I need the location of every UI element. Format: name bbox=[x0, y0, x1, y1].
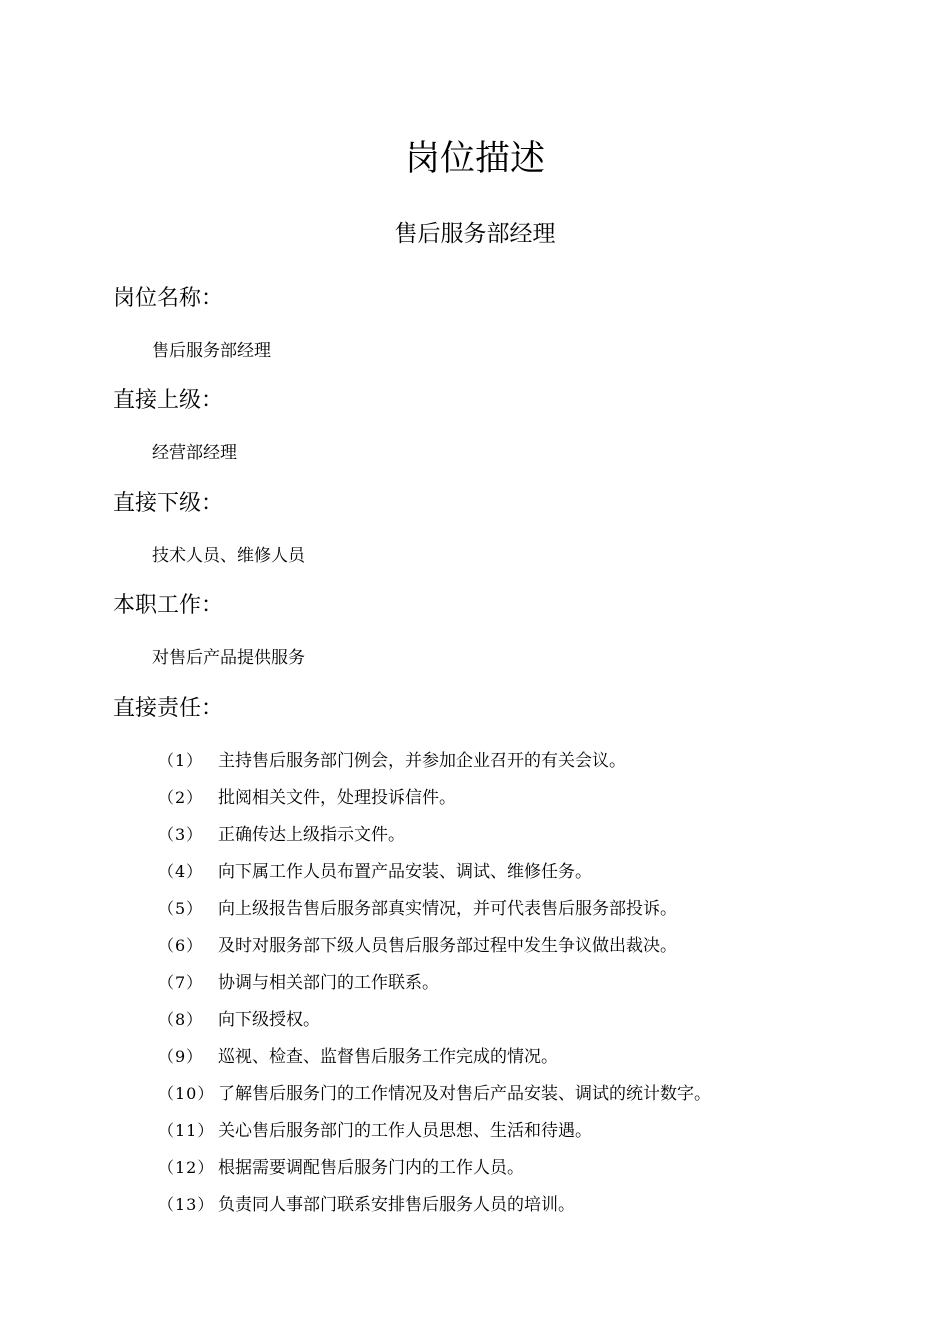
duty-number: （12） bbox=[158, 1158, 215, 1177]
duty-number: （1） bbox=[158, 751, 204, 770]
duty-text: 主持售后服务部门例会，并参加企业召开的有关会议。 bbox=[218, 751, 626, 771]
duty-text: 向下属工作人员布置产品安装、调试、维修任务。 bbox=[218, 862, 592, 882]
section-heading-direct-responsibilities: 直接责任： bbox=[113, 696, 224, 721]
duty-number: （9） bbox=[158, 1047, 204, 1066]
section-body-direct-superior: 经营部经理 bbox=[152, 443, 237, 463]
duty-text: 协调与相关部门的工作联系。 bbox=[218, 973, 439, 993]
duty-number: （5） bbox=[158, 899, 204, 918]
duty-number: （11） bbox=[158, 1121, 215, 1140]
duty-number: （3） bbox=[158, 825, 204, 844]
duty-number: （13） bbox=[158, 1195, 215, 1214]
section-body-direct-subordinates: 技术人员、维修人员 bbox=[152, 546, 305, 566]
duty-number: （7） bbox=[158, 973, 204, 992]
duty-text: 向上级报告售后服务部真实情况，并可代表售后服务部投诉。 bbox=[218, 899, 677, 919]
section-body-position-name: 售后服务部经理 bbox=[152, 341, 271, 361]
document-subtitle: 售后服务部经理 bbox=[394, 221, 556, 247]
duty-number: （4） bbox=[158, 862, 204, 881]
duty-number: （2） bbox=[158, 788, 204, 807]
duty-text: 巡视、检查、监督售后服务工作完成的情况。 bbox=[218, 1047, 558, 1067]
section-heading-direct-subordinates: 直接下级： bbox=[113, 491, 224, 516]
duty-text: 关心售后服务部门的工作人员思想、生活和待遇。 bbox=[218, 1121, 592, 1141]
duty-number: （10） bbox=[158, 1084, 215, 1103]
duty-text: 根据需要调配售后服务门内的工作人员。 bbox=[218, 1158, 524, 1178]
duty-text: 负责同人事部门联系安排售后服务人员的培训。 bbox=[218, 1195, 575, 1215]
section-heading-position-name: 岗位名称： bbox=[113, 286, 224, 311]
document-title: 岗位描述 bbox=[404, 139, 545, 179]
duty-text: 及时对服务部下级人员售后服务部过程中发生争议做出裁决。 bbox=[218, 936, 677, 956]
duty-text: 向下级授权。 bbox=[218, 1010, 320, 1030]
duty-number: （6） bbox=[158, 936, 204, 955]
duty-number: （8） bbox=[158, 1010, 204, 1029]
duty-text: 批阅相关文件，处理投诉信件。 bbox=[218, 788, 456, 808]
section-heading-primary-work: 本职工作： bbox=[113, 593, 224, 618]
duty-text: 了解售后服务门的工作情况及对售后产品安装、调试的统计数字。 bbox=[218, 1084, 711, 1104]
section-heading-direct-superior: 直接上级： bbox=[113, 388, 224, 413]
section-body-primary-work: 对售后产品提供服务 bbox=[152, 648, 305, 668]
duty-text: 正确传达上级指示文件。 bbox=[218, 825, 405, 845]
